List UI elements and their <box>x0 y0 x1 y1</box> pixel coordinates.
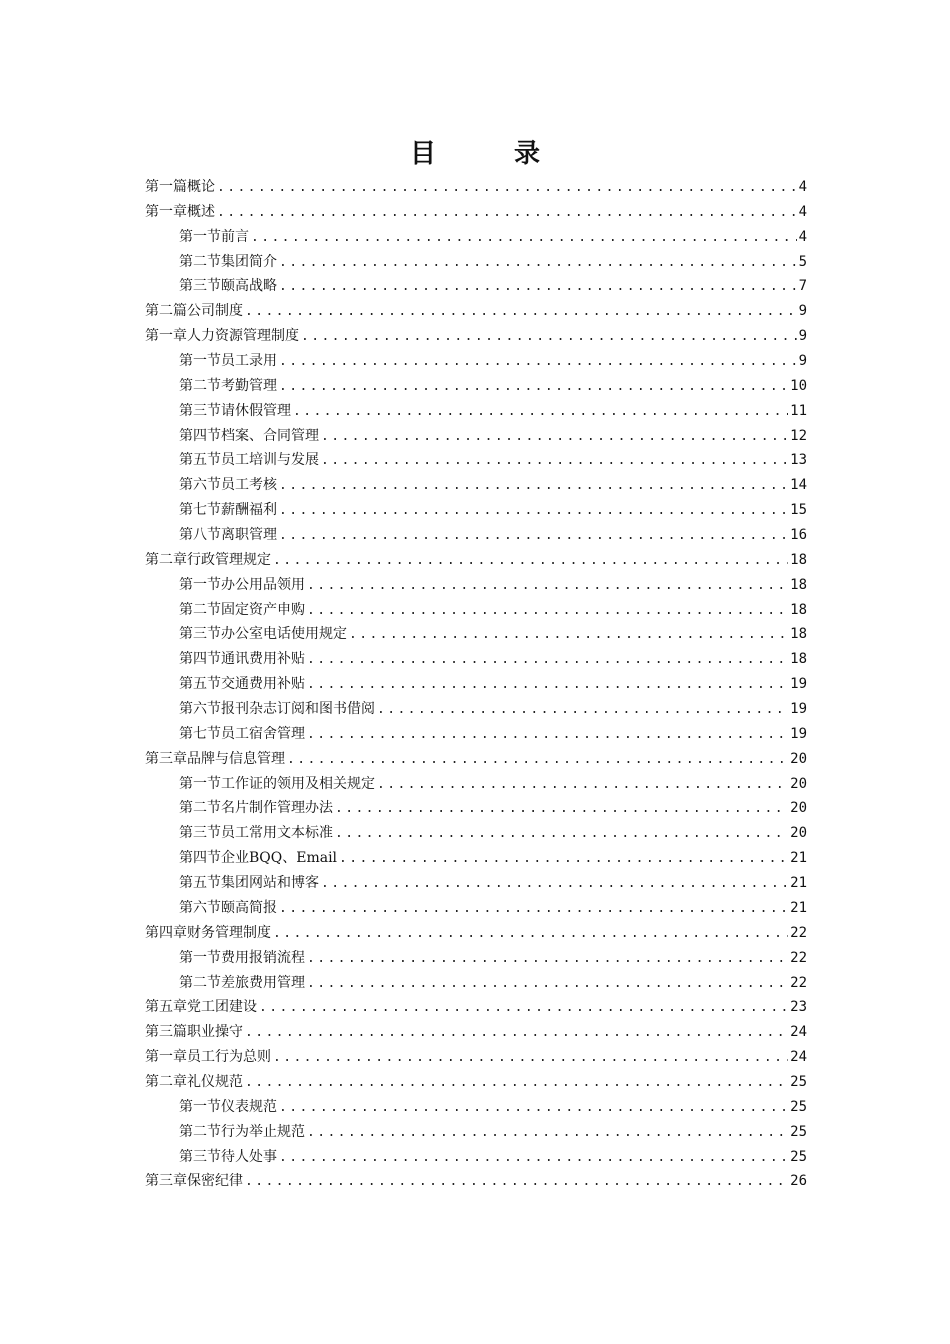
toc-entry-title: 仪表规范 <box>221 1098 277 1115</box>
toc-entry[interactable] <box>145 1070 807 1095</box>
toc-entry-page-number: 4 <box>798 203 807 220</box>
toc-entry[interactable] <box>145 1169 807 1194</box>
toc-entry-label: 第一节 <box>179 949 221 966</box>
toc-entry-page-number: 22 <box>790 949 807 966</box>
toc-entry-section[interactable] <box>145 796 807 821</box>
toc-entry-section[interactable] <box>145 722 807 747</box>
toc-entry-label: 第四节 <box>179 651 221 668</box>
toc-entry-title: 通讯费用补贴 <box>221 651 305 668</box>
dot-leader <box>273 922 788 947</box>
dot-leader <box>321 449 788 474</box>
toc-entry-page-number: 19 <box>790 701 807 718</box>
toc-entry-page-number: 24 <box>790 1024 807 1041</box>
toc-entry[interactable] <box>145 747 807 772</box>
toc-entry-label: 第八节 <box>179 527 221 544</box>
toc-entry[interactable] <box>145 995 807 1020</box>
toc-entry-title: 员工培训与发展 <box>221 452 319 469</box>
toc-entry-label: 第二篇 <box>145 303 187 320</box>
toc-entry-section[interactable] <box>145 1095 807 1120</box>
toc-entry-title: 行为举止规范 <box>221 1123 305 1140</box>
toc-entry-section[interactable] <box>145 424 807 449</box>
toc-entry-label: 第三节 <box>179 1148 221 1165</box>
toc-entry-page-number: 18 <box>790 626 807 643</box>
dot-leader <box>259 996 788 1021</box>
toc-entry-section[interactable] <box>145 1120 807 1145</box>
toc-entry-title: 颐高简报 <box>221 899 277 916</box>
toc-entry-title: 概述 <box>187 203 215 220</box>
toc-entry-label: 第二节 <box>179 1123 221 1140</box>
toc-entry-section[interactable] <box>145 374 807 399</box>
toc-entry-title: 离职管理 <box>221 527 277 544</box>
dot-leader <box>279 524 788 549</box>
dot-leader <box>245 1071 788 1096</box>
toc-entry-section[interactable] <box>145 274 807 299</box>
toc-entry-label: 第四节 <box>179 427 221 444</box>
toc-entry-title: 前言 <box>221 228 249 245</box>
toc-entry-page-number: 19 <box>790 725 807 742</box>
dot-leader <box>307 947 788 972</box>
toc-entry-page-number: 9 <box>798 353 807 370</box>
dot-leader <box>301 325 797 350</box>
dot-leader <box>293 400 788 425</box>
toc-entry-page-number: 18 <box>790 601 807 618</box>
toc-entry-label: 第三节 <box>179 402 221 419</box>
toc-entry[interactable] <box>145 175 807 200</box>
toc-entry-page-number: 18 <box>790 551 807 568</box>
toc-entry-page-number: 26 <box>790 1173 807 1190</box>
toc-entry-page-number: 18 <box>790 651 807 668</box>
dot-leader <box>279 1146 788 1171</box>
dot-leader <box>307 574 788 599</box>
toc-entry-title: 固定资产申购 <box>221 601 305 618</box>
toc-entry-title: 颐高战略 <box>221 278 277 295</box>
toc-entry-label: 第七节 <box>179 502 221 519</box>
toc-entry-label: 第五节 <box>179 875 221 892</box>
toc-entry-section[interactable] <box>145 846 807 871</box>
toc-entry[interactable] <box>145 548 807 573</box>
toc-entry-title: 集团网站和博客 <box>221 875 319 892</box>
toc-entry-section[interactable] <box>145 250 807 275</box>
dot-leader <box>307 673 788 698</box>
toc-entry-title: 员工录用 <box>221 353 277 370</box>
dot-leader <box>245 1170 788 1195</box>
toc-entry-label: 第三篇 <box>145 1024 187 1041</box>
toc-entry-section[interactable] <box>145 896 807 921</box>
toc-entry-title: 党工团建设 <box>187 999 257 1016</box>
toc-entry[interactable] <box>145 1045 807 1070</box>
toc-entry-title: 保密纪律 <box>187 1173 243 1190</box>
dot-leader <box>217 176 797 201</box>
toc-entry-section[interactable] <box>145 946 807 971</box>
dot-leader <box>279 251 797 276</box>
toc-entry-label: 第三节 <box>179 825 221 842</box>
toc-entry-section[interactable] <box>145 473 807 498</box>
toc-entry-page-number: 9 <box>798 303 807 320</box>
toc-entry-label: 第三章 <box>145 750 187 767</box>
toc-entry-page-number: 19 <box>790 676 807 693</box>
toc-entry-page-number: 22 <box>790 974 807 991</box>
toc-entry-page-number: 7 <box>798 278 807 295</box>
toc-entry-section[interactable] <box>145 1145 807 1170</box>
toc-entry-page-number: 13 <box>790 452 807 469</box>
toc-entry-label: 第一篇 <box>145 179 187 195</box>
dot-leader <box>279 499 788 524</box>
toc-entry-page-number: 21 <box>790 899 807 916</box>
toc-entry-title: 交通费用补贴 <box>221 676 305 693</box>
dot-leader <box>377 698 788 723</box>
dot-leader <box>321 872 788 897</box>
toc-entry-page-number: 25 <box>790 1098 807 1115</box>
dot-leader <box>273 549 788 574</box>
toc-entry-page-number: 4 <box>798 228 807 245</box>
toc-entry-title: 职业操守 <box>187 1024 243 1041</box>
dot-leader <box>279 1096 788 1121</box>
toc-entry-page-number: 20 <box>790 750 807 767</box>
toc-entry-page-number: 5 <box>798 253 807 270</box>
toc-entry-page-number: 11 <box>790 402 807 419</box>
toc-entry-title: 差旅费用管理 <box>221 974 305 991</box>
toc-entry-title: 员工常用文本标准 <box>221 825 333 842</box>
dot-leader <box>307 723 788 748</box>
toc-entry-label: 第一节 <box>179 1098 221 1115</box>
toc-entry-title: 办公室电话使用规定 <box>221 626 347 643</box>
toc-entry-title: 企业BQQ、Email <box>221 850 338 867</box>
dot-leader <box>279 897 788 922</box>
toc-entry-section[interactable] <box>145 647 807 672</box>
toc-entry-title: 工作证的领用及相关规定 <box>221 775 375 792</box>
toc-entry-page-number: 22 <box>790 924 807 941</box>
dot-leader <box>279 275 797 300</box>
toc-entry-page-number: 25 <box>790 1148 807 1165</box>
toc-entry-page-number: 12 <box>790 427 807 444</box>
dot-leader <box>273 1046 788 1071</box>
toc-entry-title: 办公用品领用 <box>221 576 305 593</box>
toc-entry-label: 第二节 <box>179 800 221 817</box>
toc-list <box>145 175 807 1194</box>
toc-entry-page-number: 15 <box>790 502 807 519</box>
toc-entry-section[interactable] <box>145 697 807 722</box>
dot-leader <box>339 847 788 872</box>
toc-title: 目 录 <box>409 139 566 169</box>
toc-entry-page-number: 24 <box>790 1049 807 1066</box>
toc-entry-page-number: 20 <box>790 825 807 842</box>
toc-entry-page-number: 9 <box>798 328 807 345</box>
toc-entry-page-number: 4 <box>798 179 807 195</box>
toc-entry-title: 考勤管理 <box>221 377 277 394</box>
toc-entry-section[interactable] <box>145 225 807 250</box>
toc-entry-title: 名片制作管理办法 <box>221 800 333 817</box>
dot-leader <box>279 375 788 400</box>
toc-entry-title: 公司制度 <box>187 303 243 320</box>
toc-entry-title: 行政管理规定 <box>187 551 271 568</box>
toc-entry-title: 档案、合同管理 <box>221 427 319 444</box>
toc-entry-label: 第一节 <box>179 576 221 593</box>
toc-entry-label: 第五节 <box>179 452 221 469</box>
toc-entry-label: 第四章 <box>145 924 187 941</box>
toc-entry-title: 品牌与信息管理 <box>187 750 285 767</box>
toc-entry-label: 第二节 <box>179 601 221 618</box>
toc-entry-label: 第二节 <box>179 377 221 394</box>
toc-entry-section[interactable] <box>145 598 807 623</box>
toc-entry-section[interactable] <box>145 871 807 896</box>
dot-leader <box>335 797 788 822</box>
dot-leader <box>335 822 788 847</box>
dot-leader <box>217 201 797 226</box>
toc-entry-label: 第一节 <box>179 228 221 245</box>
toc-entry-section[interactable] <box>145 399 807 424</box>
toc-entry-title: 礼仪规范 <box>187 1073 243 1090</box>
toc-entry-label: 第六节 <box>179 701 221 718</box>
toc-entry-section[interactable] <box>145 622 807 647</box>
toc-entry-label: 第五章 <box>145 999 187 1016</box>
toc-entry-label: 第三节 <box>179 278 221 295</box>
toc-entry-section[interactable] <box>145 821 807 846</box>
toc-entry-label: 第一章 <box>145 1049 187 1066</box>
toc-entry-title: 费用报销流程 <box>221 949 305 966</box>
toc-entry-title: 员工宿舍管理 <box>221 725 305 742</box>
dot-leader <box>307 599 788 624</box>
dot-leader <box>287 748 788 773</box>
toc-entry[interactable] <box>145 921 807 946</box>
toc-entry-title: 待人处事 <box>221 1148 277 1165</box>
dot-leader <box>279 474 788 499</box>
toc-entry-label: 第三章 <box>145 1173 187 1190</box>
dot-leader <box>245 1021 788 1046</box>
toc-entry-title: 员工行为总则 <box>187 1049 271 1066</box>
dot-leader <box>349 623 788 648</box>
toc-entry-label: 第一节 <box>179 353 221 370</box>
toc-entry-page-number: 14 <box>790 477 807 494</box>
dot-leader <box>307 648 788 673</box>
toc-entry-label: 第二节 <box>179 253 221 270</box>
toc-entry-section[interactable] <box>145 772 807 797</box>
toc-entry-title: 集团简介 <box>221 253 277 270</box>
toc-entry-page-number: 20 <box>790 775 807 792</box>
dot-leader <box>377 773 788 798</box>
dot-leader <box>245 300 797 325</box>
toc-entry-label: 第六节 <box>179 477 221 494</box>
dot-leader <box>279 350 797 375</box>
toc-entry[interactable] <box>145 299 807 324</box>
toc-entry[interactable] <box>145 200 807 225</box>
toc-entry-label: 第二节 <box>179 974 221 991</box>
toc-entry-page-number: 21 <box>790 875 807 892</box>
toc-entry-label: 第六节 <box>179 899 221 916</box>
toc-entry-title: 概论 <box>187 179 215 195</box>
toc-entry-label: 第五节 <box>179 676 221 693</box>
toc-entry-page-number: 18 <box>790 576 807 593</box>
toc-entry-section[interactable] <box>145 523 807 548</box>
dot-leader <box>307 1121 788 1146</box>
toc-entry-title: 薪酬福利 <box>221 502 277 519</box>
toc-entry-section[interactable] <box>145 349 807 374</box>
toc-entry-section[interactable] <box>145 971 807 996</box>
dot-leader <box>321 425 788 450</box>
toc-entry-label: 第一节 <box>179 775 221 792</box>
toc-entry-title: 人力资源管理制度 <box>187 328 299 345</box>
toc-entry[interactable] <box>145 1020 807 1045</box>
toc-entry-title: 请休假管理 <box>221 402 291 419</box>
toc-entry-title: 报刊杂志订阅和图书借阅 <box>221 701 375 718</box>
toc-entry-section[interactable] <box>145 573 807 598</box>
toc-entry-label: 第四节 <box>179 850 221 867</box>
toc-entry-label: 第三节 <box>179 626 221 643</box>
toc-entry-section[interactable] <box>145 672 807 697</box>
toc-entry-title: 财务管理制度 <box>187 924 271 941</box>
toc-entry-page-number: 10 <box>790 377 807 394</box>
toc-entry-label: 第二章 <box>145 551 187 568</box>
dot-leader <box>251 226 797 251</box>
toc-entry-label: 第一章 <box>145 203 187 220</box>
toc-entry-title: 员工考核 <box>221 477 277 494</box>
dot-leader <box>307 972 788 997</box>
toc-entry-page-number: 23 <box>790 999 807 1016</box>
toc-entry-page-number: 21 <box>790 850 807 867</box>
toc-entry-section[interactable] <box>145 448 807 473</box>
toc-entry-page-number: 16 <box>790 527 807 544</box>
toc-entry[interactable] <box>145 324 807 349</box>
toc-entry-section[interactable] <box>145 498 807 523</box>
toc-entry-label: 第一章 <box>145 328 187 345</box>
toc-entry-page-number: 25 <box>790 1123 807 1140</box>
toc-entry-label: 第二章 <box>145 1073 187 1090</box>
toc-entry-page-number: 20 <box>790 800 807 817</box>
toc-entry-label: 第七节 <box>179 725 221 742</box>
toc-entry-page-number: 25 <box>790 1073 807 1090</box>
